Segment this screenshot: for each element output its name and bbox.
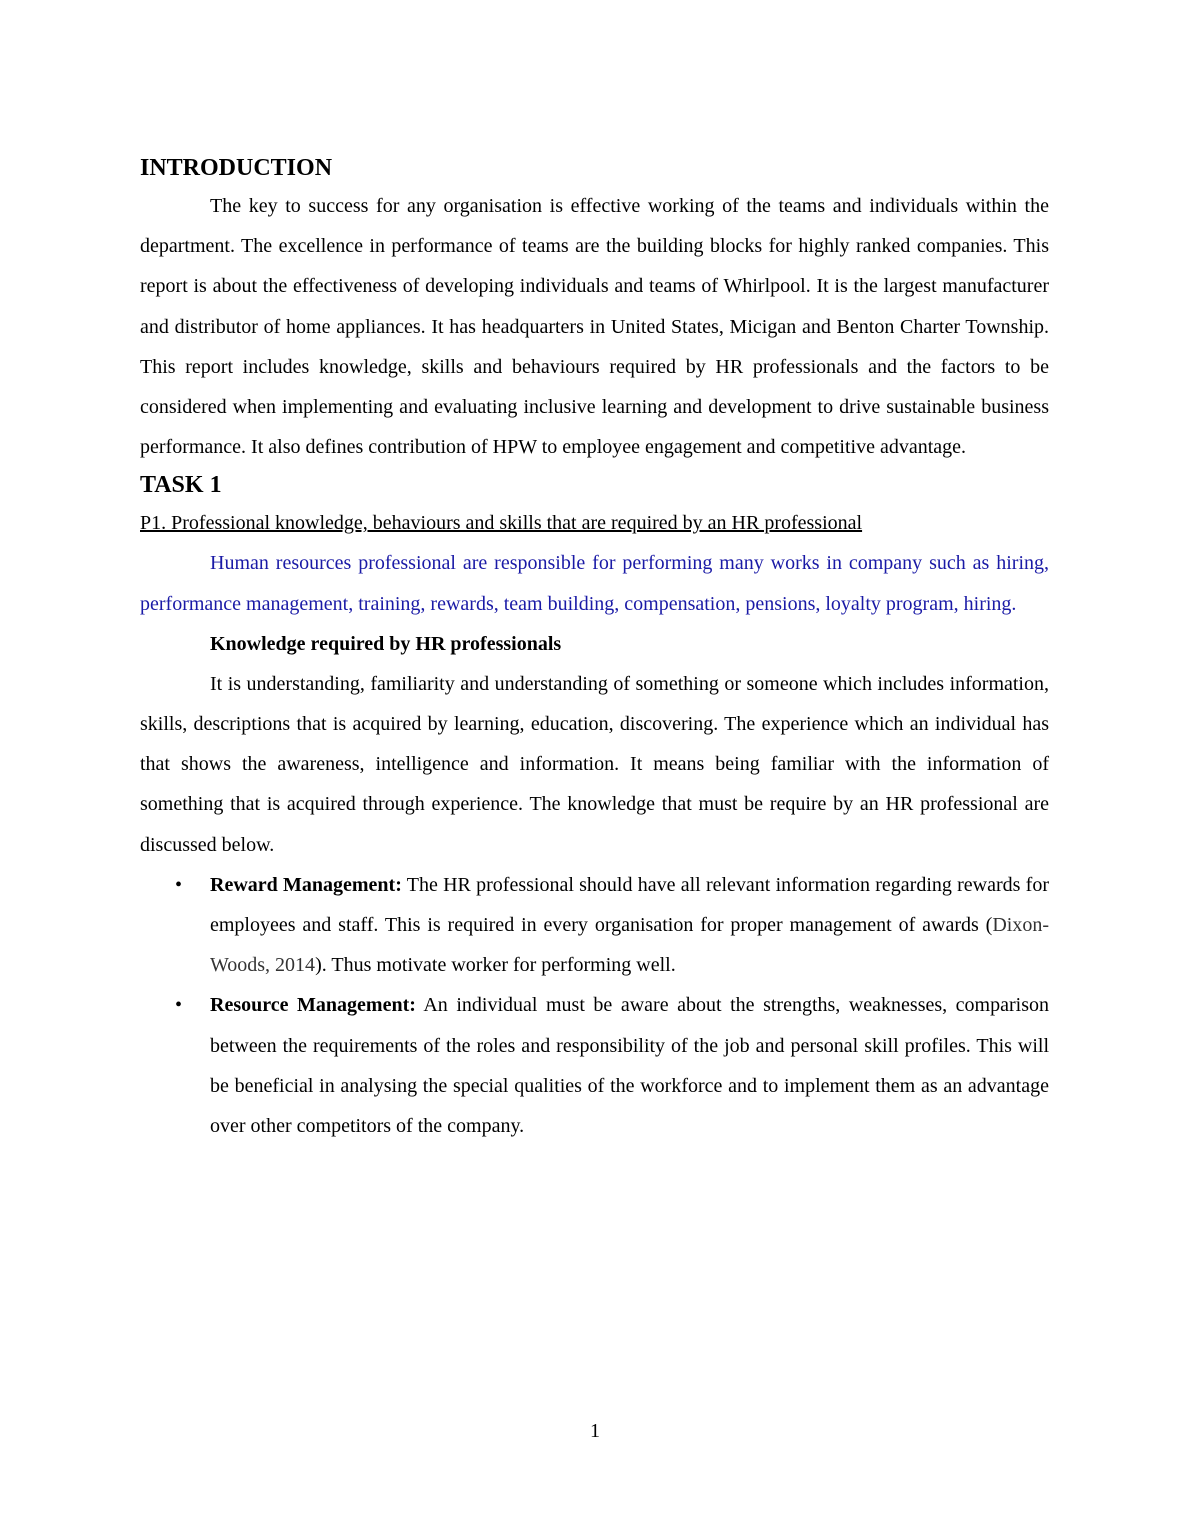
task1-heading: TASK 1 [140,472,222,499]
bullet-text-end: ). Thus motivate worker for performing well. [315,954,676,977]
bullet-title: Reward Management: [210,873,402,896]
knowledge-paragraph: It is understanding, familiarity and understanding of something or someone which includes information, skills, descriptions that is acquired by learning, education, discovering. The experience which an individual has that shows the awareness, intelligence and information. It means being familiar with the information of something that is acquired through experience. The knowledge that must be require by an HR professional are discussed below. [140,672,1049,856]
bullet-icon: • [175,994,183,1017]
introduction-paragraph: The key to success for any organisation is effective working of the teams and individuals within the department. The excellence in performance of teams are the building blocks for highly ranked companies. This report is about the effectiveness of developing individuals and teams of Whirlpool. It is the largest manufacturer and distributor of home appliances. It has headquarters in United States, Micigan and Benton Charter Township. This report includes knowledge, skills and behaviours required by HR professionals and the factors to be considered when implementing and evaluating inclusive learning and development to drive sustainable business performance. It also defines contribution of HPW to employee engagement and competitive advantage. [140,195,1049,459]
bullet-item-resource-management [140,985,1049,1146]
p1-title: P1. Professional knowledge, behaviours and skills that are required by an HR professional [140,512,863,535]
citation: Dixon-Woods, 2014 [210,914,1049,977]
introduction-heading: INTRODUCTION [140,155,333,181]
bullet-text: The HR professional should have all relevant information regarding rewards for employees and staff. This is required in every organisation for proper management of awards ( [210,873,1050,937]
bullet-icon: • [175,873,183,896]
knowledge-heading: Knowledge required by HR professionals [210,632,562,655]
page-number: 1 [590,1420,600,1442]
bullet-item-reward-management [140,865,1049,986]
page-content [140,150,1049,1146]
bullet-text: An individual must be aware about the strengths, weaknesses, comparison between the requirements of the roles and responsibility of the job and personal skill profiles. This will be beneficial in analysing the special qualities of the workforce and to implement them as an advantage over other competitors of the company. [210,994,1049,1138]
bullet-title: Resource Management: [210,994,416,1017]
p1-blue-paragraph: Human resources professional are responsible for performing many works in company such as hiring, performance management, training, rewards, team building, compensation, pensions, loyalty program, hiring. [140,552,1049,615]
knowledge-bullet-list [140,865,1049,1146]
